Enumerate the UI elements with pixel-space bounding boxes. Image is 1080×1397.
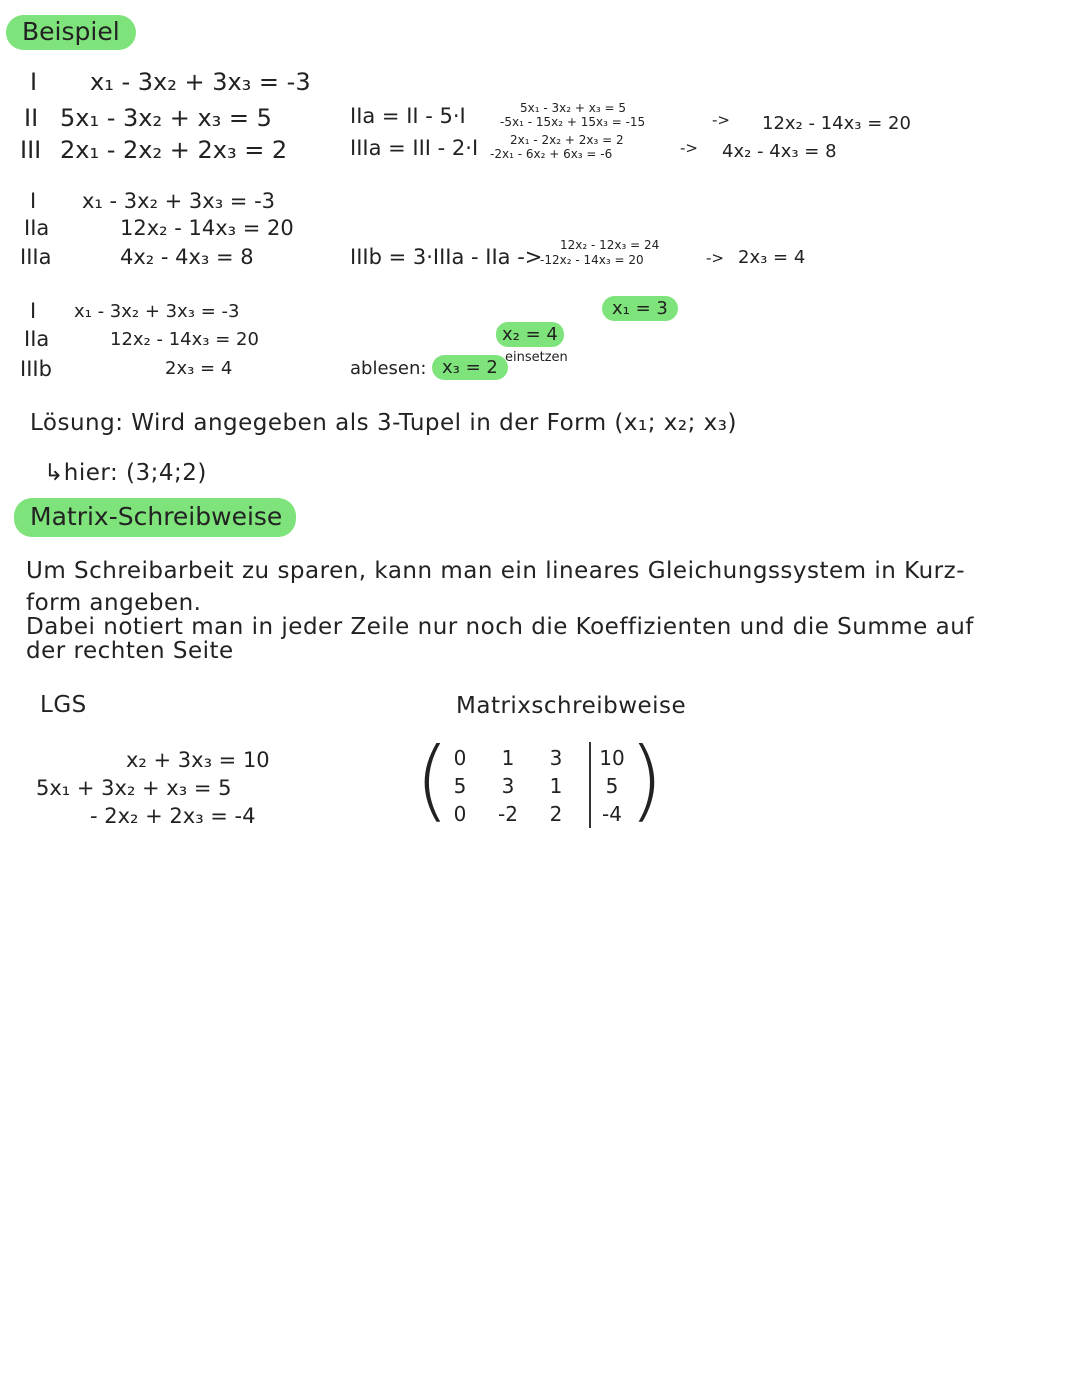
lgs-row: x₂ + 3x₃ = 10 (126, 748, 270, 772)
system-row-eq: 2x₁ - 2x₂ + 2x₃ = 2 (60, 136, 288, 164)
readoff-x1: x₁ = 3 (602, 296, 678, 321)
result-ii: 12x₂ - 14x₃ = 20 (762, 113, 911, 134)
operation-iiia: IIIa = III - 2·I (350, 136, 479, 160)
lgs-row: - 2x₂ + 2x₃ = -4 (90, 804, 256, 828)
matrix-cell: 5 (605, 774, 619, 798)
system2-row-eq: 4x₂ - 4x₃ = 8 (120, 245, 254, 269)
augment-divider (589, 742, 591, 828)
section-title-matrix: Matrix-Schreibweise (14, 498, 296, 537)
readoff-insert-note: einsetzen (505, 350, 568, 365)
system-row-eq: 5x₁ - 3x₂ + x₃ = 5 (60, 104, 272, 132)
right-paren: ) (629, 728, 664, 831)
matrix-cell: 1 (549, 774, 563, 798)
system3-row-label: IIIb (20, 357, 52, 381)
readoff-x2: x₂ = 4 (496, 322, 564, 347)
solution-line: Lösung: Wird angegeben als 3-Tupel in der Form (x₁; x₂; x₃) (30, 410, 737, 436)
matrix-cell: -4 (602, 802, 622, 826)
readoff-label: ablesen: (350, 358, 427, 379)
paragraph-line: Dabei notiert man in jeder Zeile nur noch die Koeffizienten und die Summe auf (26, 614, 974, 640)
calc2-bottom: -12x₂ - 14x₃ = 20 (540, 253, 644, 267)
matrix-cell: 3 (501, 774, 515, 798)
system3-row-eq: 2x₃ = 4 (165, 358, 233, 379)
solution-example: ↳hier: (3;4;2) (44, 460, 207, 486)
system2-row-eq: x₁ - 3x₂ + 3x₃ = -3 (82, 189, 276, 213)
matrix-cell: 0 (453, 802, 467, 826)
matrix-cell: 0 (453, 746, 467, 770)
system-row-label: II (24, 104, 39, 132)
system3-row-label: I (30, 299, 37, 323)
matrix-cell: -2 (498, 802, 518, 826)
system2-row-label: IIa (24, 216, 50, 240)
paragraph-line: form angeben. (26, 590, 202, 616)
matrix-cell: 10 (599, 746, 625, 770)
operation-iia: IIa = II - 5·I (350, 104, 466, 128)
matrix-cell: 5 (453, 774, 467, 798)
augmented-matrix (415, 728, 664, 832)
calc-ii-bottom: -5x₁ - 15x₂ + 15x₃ = -15 (500, 115, 646, 129)
operation-iiib: IIIb = 3·IIIa - IIa -> (350, 245, 543, 269)
system2-row-eq: 12x₂ - 14x₃ = 20 (120, 216, 294, 240)
matrix-cell: 1 (501, 746, 515, 770)
system-row-label: I (30, 68, 38, 96)
calc2-top: 12x₂ - 12x₃ = 24 (560, 238, 660, 252)
paragraph-line: der rechten Seite (26, 638, 234, 664)
system-row-label: III (20, 136, 42, 164)
result-iiib: 2x₃ = 4 (738, 247, 806, 268)
lgs-label: LGS (40, 692, 87, 718)
calc-ii-top: 5x₁ - 3x₂ + x₃ = 5 (520, 101, 626, 115)
section-title-beispiel: Beispiel (6, 15, 136, 50)
system2-row-label: IIIa (20, 245, 52, 269)
system3-row-eq: 12x₂ - 14x₃ = 20 (110, 329, 259, 350)
result-iii: 4x₂ - 4x₃ = 8 (722, 141, 837, 162)
system-row-eq: x₁ - 3x₂ + 3x₃ = -3 (90, 68, 311, 96)
matrix-cell: 2 (549, 802, 563, 826)
paragraph-line: Um Schreibarbeit zu sparen, kann man ein lineares Gleichungssystem in Kurz- (26, 558, 966, 584)
calc-iii-top: 2x₁ - 2x₂ + 2x₃ = 2 (510, 133, 624, 147)
matrix-cell: 3 (549, 746, 563, 770)
system3-row-eq: x₁ - 3x₂ + 3x₃ = -3 (74, 301, 240, 322)
arrow-iii: -> (680, 139, 698, 157)
left-paren: ( (415, 728, 450, 831)
matrix-label: Matrixschreibweise (456, 693, 687, 719)
arrow-ii: -> (712, 111, 730, 129)
calc-iii-bottom: -2x₁ - 6x₂ + 6x₃ = -6 (490, 147, 613, 161)
readoff-x3: x₃ = 2 (432, 355, 508, 380)
system2-row-label: I (30, 189, 37, 213)
arrow-step2: -> (706, 249, 724, 267)
lgs-row: 5x₁ + 3x₂ + x₃ = 5 (36, 776, 232, 800)
system3-row-label: IIa (24, 327, 50, 351)
